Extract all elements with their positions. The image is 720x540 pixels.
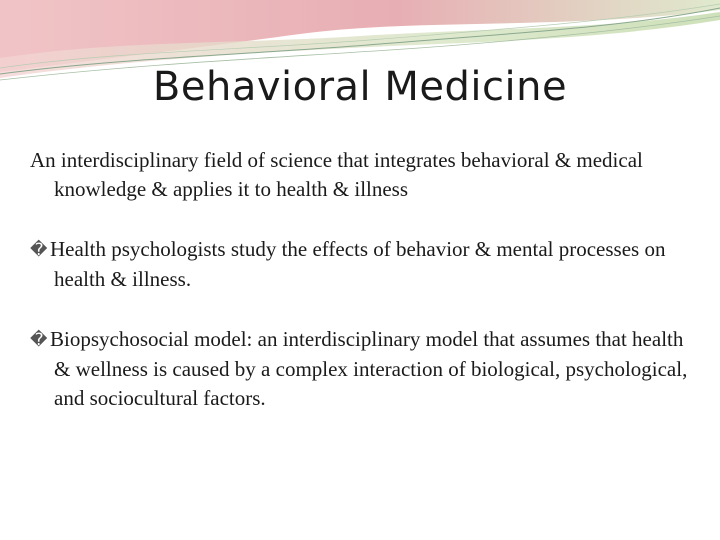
bullet-marker-icon: � <box>30 330 48 350</box>
bullet-text: Health psychologists study the effects of behavior & mental processes on health & illness. <box>50 237 666 291</box>
slide-body <box>30 146 690 444</box>
slide-title: Behavioral Medicine <box>152 64 568 110</box>
bullet-text: Biopsychosocial model: an interdisciplinary model that assumes that health & wellness is caused by a complex interaction of biological, psychological, and sociocultural factors. <box>50 327 688 410</box>
intro-paragraph: An interdisciplinary field of science that integrates behavioral & medical knowledge & applies it to health & illness <box>30 148 643 201</box>
bullet-marker-icon: � <box>30 240 48 260</box>
bullet-item <box>30 235 690 294</box>
bullet-item <box>30 325 690 413</box>
